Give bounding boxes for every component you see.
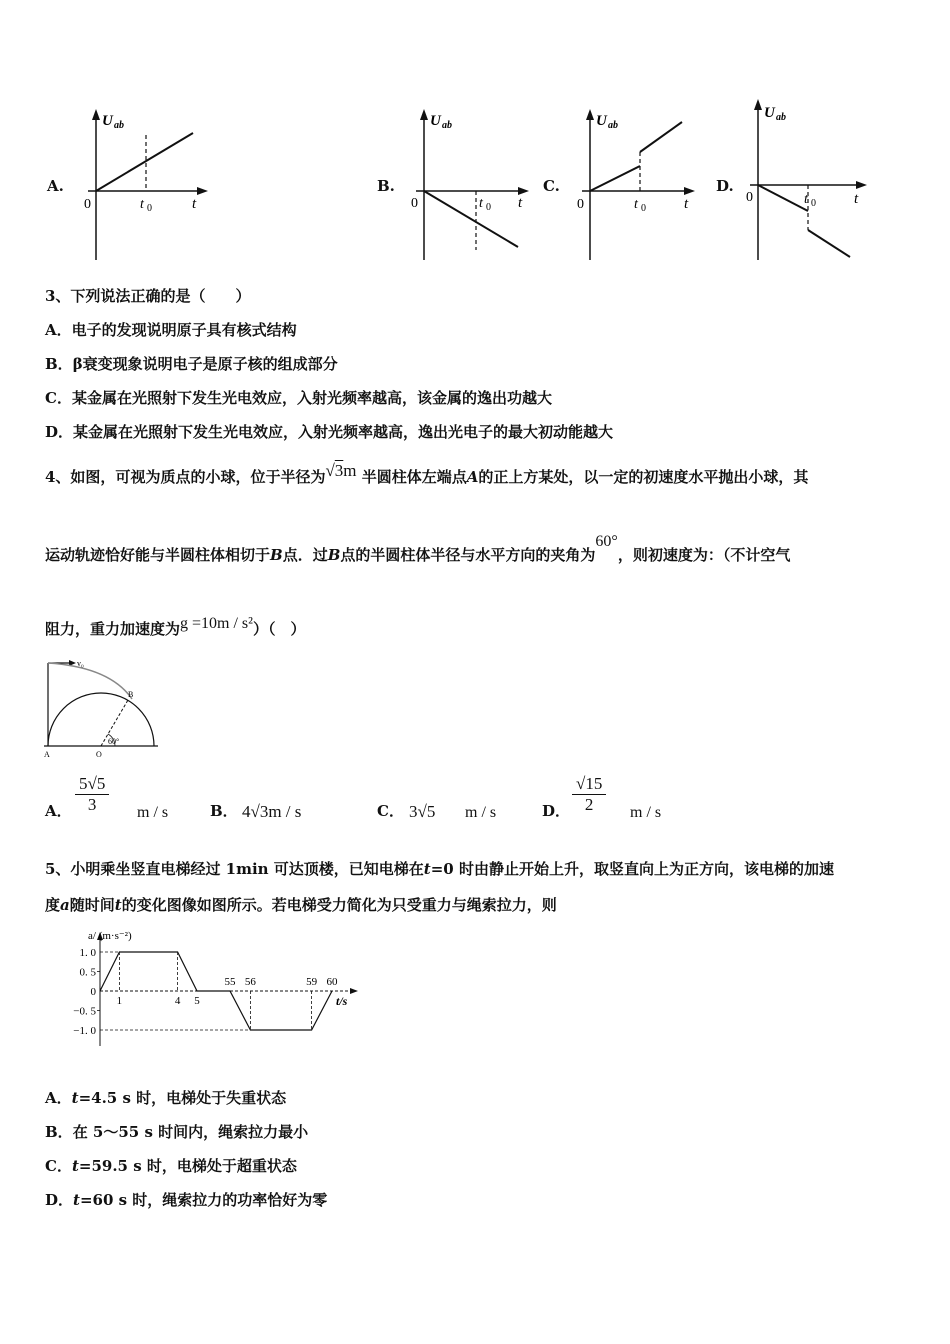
q5-xtick-label: 59 [306, 976, 318, 988]
svg-text:0: 0 [486, 202, 491, 213]
q5-xtick-label: 60 [326, 976, 338, 988]
q2-graph-a [78, 95, 218, 265]
q2-graphs [0, 95, 950, 270]
q2-d-ylabel: U [764, 105, 775, 121]
q4-angle: 60° [595, 533, 618, 550]
q4-line-1: 4、如图，可视为质点的小球，位于半径为√3m 半圆柱体左端点A的正上方某处，以一定的初速度水平抛出小球，其 [45, 461, 809, 486]
q3-stem: 3、下列说法正确的是（ ） [45, 287, 251, 305]
svg-text:0: 0 [577, 197, 584, 212]
q5-y-ticks [73, 947, 96, 1037]
q5-option-c[interactable]: C．t=59.5 s 时，电梯处于超重状态 [45, 1157, 297, 1175]
q5-ytick-label: −1. 0 [73, 1025, 96, 1037]
q5-line-1: 5、小明乘坐竖直电梯经过 1min 可达顶楼，已知电梯在t=0 时由静止开始上升，取竖直向上为正方向，该电梯的加速 [45, 860, 834, 878]
svg-text:t: t [192, 196, 197, 212]
q4-fig-angle: 60° [108, 737, 120, 746]
q2-option-c-letter[interactable]: C. [543, 177, 560, 195]
q4-fig-a: A [44, 750, 50, 759]
svg-text:ab: ab [608, 120, 618, 131]
q3-option-c[interactable]: C．某金属在光照射下发生光电效应，入射光频率越高，该金属的逸出功越大 [45, 389, 552, 407]
q5-ytick-label: 1. 0 [79, 947, 96, 959]
q2-option-d-letter[interactable]: D. [716, 177, 734, 195]
q5-xtick-label: 56 [244, 976, 256, 988]
q5-acceleration-chart [40, 925, 370, 1050]
q4-line-2: 运动轨迹恰好能与半圆柱体相切于B点．过B点的半圆柱体半径与水平方向的夹角为60°，则初速度为：（不计空气 [45, 533, 791, 564]
svg-text:0: 0 [811, 198, 816, 209]
svg-text:t: t [684, 196, 689, 212]
q4-options: A． $\frac{5√5}{3}$ m / s B． 4√3m / s C． 3√5 m / s D． $\frac{√15}{2}$ m / s [45, 774, 662, 821]
q2-a-ylabel: U [102, 113, 113, 129]
svg-text:ab: ab [776, 112, 786, 123]
q4-fig-b: B [128, 690, 134, 699]
svg-text:t: t [140, 197, 144, 212]
q3-option-d[interactable]: D．某金属在光照射下发生光电效应，入射光频率越高，逸出光电子的最大初动能越大 [45, 423, 614, 441]
q5-xlabel: t/s [336, 994, 348, 1008]
q4-fig-o: O [96, 750, 102, 759]
q5-ytick-label: 0 [90, 986, 96, 998]
q5-xtick-label: 1 [116, 995, 123, 1007]
q4-line-3: 阻力，重力加速度为g =10m / s²）（ ） [45, 615, 306, 638]
q5-xtick-label: 55 [224, 976, 236, 988]
q2-graph-d [740, 95, 880, 265]
q5-ytick-label: 0. 5 [79, 966, 96, 979]
svg-text:t: t [634, 197, 638, 212]
q5-xtick-label: 5 [194, 995, 200, 1007]
svg-text:t: t [804, 192, 808, 207]
q3-option-a[interactable]: A．电子的发现说明原子具有核式结构 [45, 321, 297, 339]
q2-c-ylabel: U [596, 113, 607, 129]
q5-ytick-label: −0. 5 [73, 1005, 96, 1018]
q4-gravity: g =10m / s² [180, 615, 253, 632]
q5-option-a[interactable]: A．t=4.5 s 时，电梯处于失重状态 [45, 1089, 287, 1107]
q2-graph-c [572, 95, 702, 265]
q5-x-axis-arrow [350, 988, 358, 994]
q2-option-a-letter[interactable]: A. [47, 177, 64, 195]
q2-option-b-letter[interactable]: B. [377, 177, 395, 195]
q5-option-d[interactable]: D．t=60 s 时，绳索拉力的功率恰好为零 [45, 1191, 328, 1209]
svg-text:0: 0 [746, 190, 753, 205]
svg-text:t: t [479, 196, 483, 211]
svg-text:ab: ab [442, 120, 452, 131]
q2-b-ylabel: U [430, 113, 441, 129]
q5-xtick-label: 4 [174, 995, 181, 1007]
svg-text:0: 0 [641, 203, 646, 214]
svg-text:t: t [854, 191, 859, 207]
svg-text:t: t [518, 195, 523, 211]
svg-text:ab: ab [114, 120, 124, 131]
q5-ylabel: a/ (m·s⁻²) [88, 930, 132, 942]
svg-text:0: 0 [84, 197, 91, 212]
svg-text:0: 0 [411, 196, 418, 211]
q3-option-b[interactable]: B．β衰变现象说明电子是原子核的组成部分 [45, 355, 338, 373]
q5-option-b[interactable]: B．在 5～55 s 时间内，绳索拉力最小 [45, 1123, 309, 1141]
q5-line-2: 度a随时间t的变化图像如图所示。若电梯受力简化为只受重力与绳索拉力，则 [45, 896, 557, 914]
q4-figure [40, 655, 165, 760]
q4-fig-v0: v₀ [77, 659, 84, 668]
q2-graph-b [406, 95, 536, 265]
svg-text:0: 0 [147, 203, 152, 214]
